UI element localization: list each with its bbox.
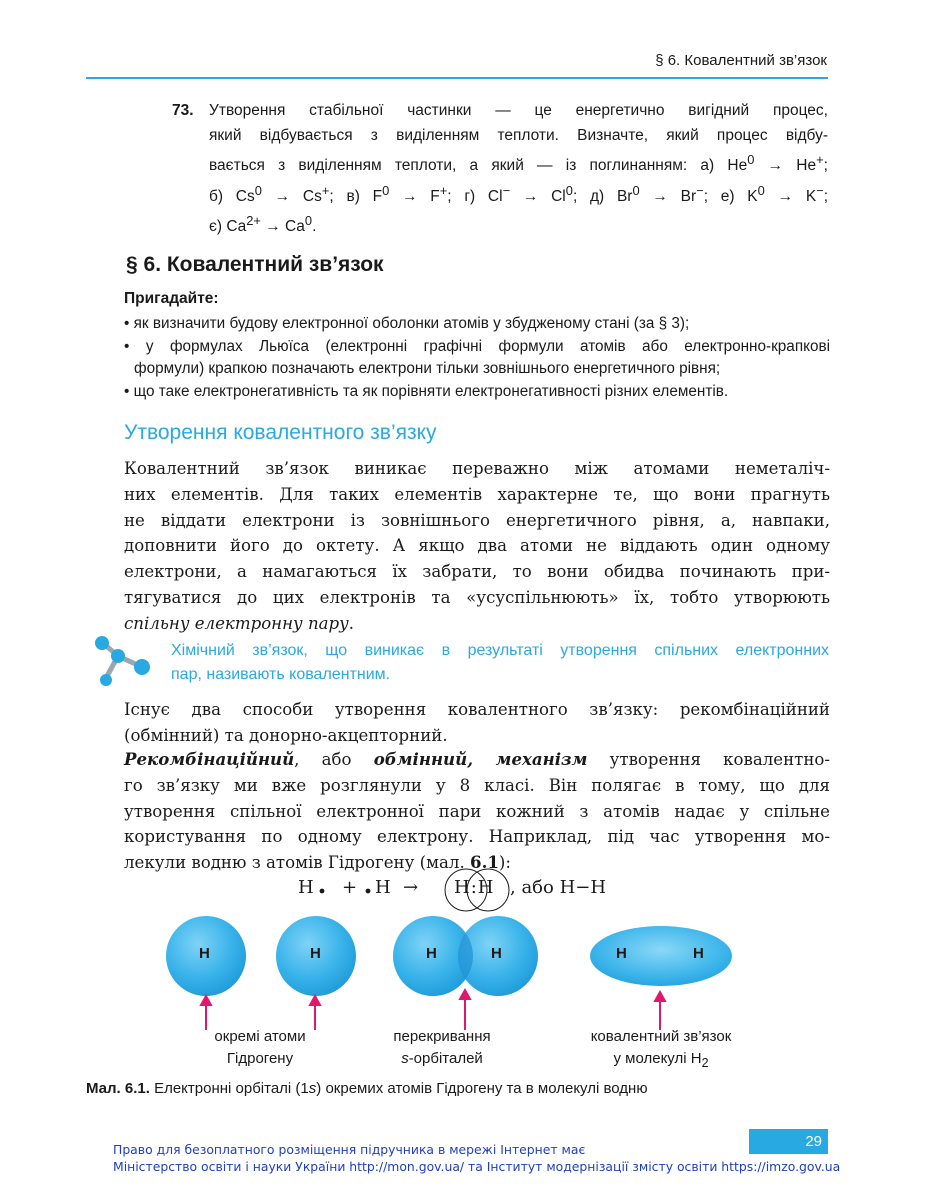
atom-label: H <box>693 945 704 962</box>
para-line: них елементів. Для таких елементів характерне те, що вони прагнуть <box>124 484 830 504</box>
task-line: б) Cs$^0$ → Cs+; в) $F^0 \to F^+$; г) Cl− → Cl$^0$; д) Br$^0$ → Br−; е) $K^0 \to K^-$; <box>209 182 829 205</box>
caption-separate-atoms: окремі атоми Гідрогену <box>214 1028 306 1067</box>
equation-h-right: H <box>375 877 391 898</box>
atom-label: H <box>616 945 627 962</box>
electron-dot <box>318 887 326 895</box>
section-title: § 6. Ковалентний зв’язок <box>126 253 384 276</box>
recall-item: • як визначити будову електронної оболонки атомів у збудженому стані (за § 3); <box>124 315 690 332</box>
paragraph-3 <box>124 747 830 876</box>
h2-molecule-orbital <box>590 926 732 986</box>
paragraph-1 <box>124 456 830 637</box>
equation-h-left: H <box>298 877 314 898</box>
recall-item: • у формулах Льюїса (електронні графічні формули атомів або електронно-крапкові <box>124 337 830 355</box>
task-line: є) $Ca^{2+} \to Ca^0$. <box>209 213 317 236</box>
para-line: Ковалентний зв’язок виникає переважно між атомами неметаліч- <box>124 459 830 478</box>
atom-label: H <box>491 945 502 962</box>
figure-caption: Мал. 6.1. Електронні орбіталі (1s) окремих атомів Гідрогену та в молекулі водню <box>86 1080 648 1097</box>
para-line: не віддати електрони із зовнішнього енергетичного рівня, а, навпаки, <box>124 510 830 530</box>
equation-plus: + <box>342 877 358 898</box>
task-text <box>209 99 828 240</box>
page-number: 29 <box>749 1129 828 1154</box>
caption-overlap: перекривання s-орбіталей <box>393 1028 491 1067</box>
footer-line-1: Право для безоплатного розміщення підручника в мережі Інтернет має <box>113 1142 586 1157</box>
equation-arrow: → <box>403 877 419 898</box>
para-line: спільну електронну пару. <box>124 613 355 633</box>
paragraph-2 <box>124 697 830 749</box>
task-line: Утворення стабільної частинки — це енергетично вигідний процес, <box>209 102 828 119</box>
subheading: Утворення ковалентного зв’язку <box>124 421 437 444</box>
task-number: 73. <box>172 102 194 119</box>
para-line: електрони, а намагаються їх забрати, то вони обидва починають при- <box>124 562 830 582</box>
recall-item-cont: формули) крапкою позначають електрони тільки зовнішнього енергетичного рівня; <box>134 360 721 377</box>
recall-item: • що таке електронегативність та як порівняти електронегативності різних елементів. <box>124 382 729 400</box>
running-header: § 6. Ковалентний зв’язок <box>655 52 827 69</box>
orbital-figure <box>150 912 770 1032</box>
atom-label: H <box>199 945 210 962</box>
molecule-icon <box>92 634 156 690</box>
recall-list <box>124 313 830 403</box>
para-line: утворення спільної електронної пари кожний з атомів надає у спільне <box>124 801 830 821</box>
para-line: Рекомбінаційний, або обмінний, механізм утворення ковалентно- <box>124 749 830 769</box>
para-line: доповнити його до октету. А якщо два атоми не віддають один одному <box>124 536 830 556</box>
definition <box>171 639 829 687</box>
recall-title: Пригадайте: <box>124 290 219 307</box>
para-line: го зв’язку ми вже розглянули у 8 класі. Він полягає в тому, що для <box>124 775 830 795</box>
caption-bond: ковалентний зв’язок у молекулі $H_2$ <box>590 1028 732 1070</box>
header-rule <box>86 77 828 79</box>
task-line: вається з виділенням теплоти, а який — із поглинанням: а) He$^0$ → He+; <box>209 152 828 175</box>
definition-line: Хімічний зв’язок, що виникає в результаті утворення спільних електронних <box>171 642 829 659</box>
atom-label: H <box>310 945 321 962</box>
atom-label: H <box>426 945 437 962</box>
electron-dot <box>364 887 372 895</box>
para-line: тягуватися до цих електронів та «усуспільнюють» їх, тобто утворюють <box>124 587 830 607</box>
definition-line: пар, називають ковалентним. <box>171 666 391 683</box>
equation-pair: H:H <box>454 877 495 898</box>
para-line: лекули водню з атомів Гідрогену (мал. 6.1): <box>124 852 511 873</box>
task-73 <box>172 99 828 240</box>
overlapping-atoms <box>393 916 538 996</box>
para-line: (обмінний) та донорно-акцепторний. <box>124 725 448 745</box>
para-line: Існує два способи утворення ковалентного зв’язку: рекомбінаційний <box>124 700 830 719</box>
para-line: користування по одному електрону. Наприклад, під час утворення мо- <box>124 827 830 847</box>
footer-line-2[interactable]: Міністерство освіти і науки України http://mon.gov.ua/ та Інститут модернізації змісту освіти https://imzo.gov.ua <box>113 1159 841 1174</box>
task-line: який відбувається з виділенням теплоти. Визначте, який процес відбу- <box>209 126 828 144</box>
equation-tail: , або H−H <box>510 877 607 898</box>
